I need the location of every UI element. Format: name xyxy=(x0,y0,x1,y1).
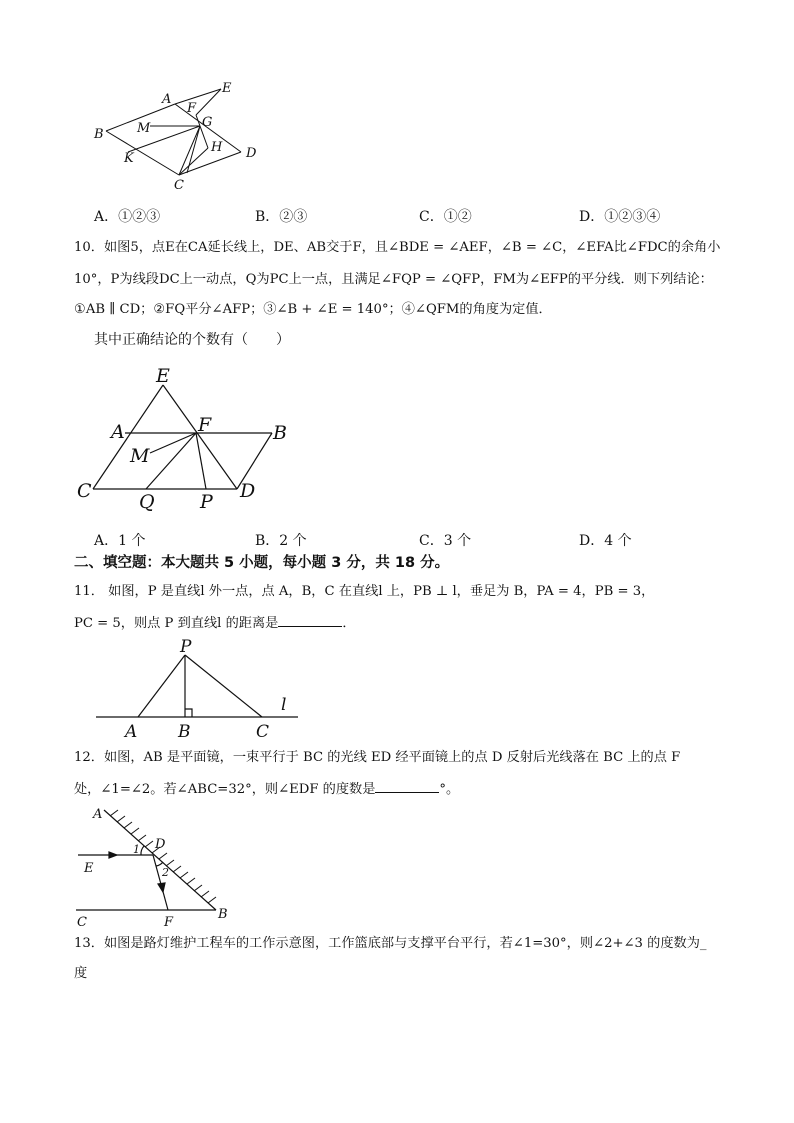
q10-option-d: D．4 个 xyxy=(579,533,632,549)
q12-label-C: C xyxy=(77,915,87,930)
q11-stem-line2-end: ． xyxy=(342,616,356,631)
q13-stem-line2: 度 xyxy=(74,966,88,981)
q11-label-l: l xyxy=(281,695,287,715)
q10-stem-line1: 10．如图5，点E在CA延长线上，DE、AB交于F，且∠BDE = ∠AEF，∠B = ∠C，∠EFA比∠FDC的余角小 xyxy=(74,240,721,255)
q10-option-b: B．2 个 xyxy=(255,533,307,549)
angle-1-arc xyxy=(141,846,144,855)
q9-label-G: G xyxy=(202,115,213,130)
ray-arrow-1 xyxy=(109,852,117,858)
q9-label-C: C xyxy=(174,178,184,193)
q10-label-P: P xyxy=(200,491,213,513)
q11-stem-line1: 11． 如图，P 是直线l 外一点，点 A，B，C 在直线l 上，PB ⊥ l，垂足为 B，PA = 4，PB = 3， xyxy=(74,584,655,599)
q9-option-b: B．②③ xyxy=(255,209,308,225)
q10-option-c: C．3 个 xyxy=(419,533,472,549)
q12-stem-line2-end: °。 xyxy=(439,782,460,797)
q12-label-A: A xyxy=(93,807,103,822)
q11-stem-line2-text: PC = 5，则点 P 到直线l 的距离是 xyxy=(74,616,279,631)
q9-option-a: A．①②③ xyxy=(94,209,161,225)
q10-stem-line4: 其中正确结论的个数有（ ） xyxy=(94,332,290,348)
q9-option-d: D．①②③④ xyxy=(579,209,661,225)
q12-stem-line2-text: 处，∠1=∠2。若∠ABC=32°，则∠EDF 的度数是 xyxy=(74,782,376,797)
q9-label-H: H xyxy=(211,140,223,155)
ray-arrow-2 xyxy=(158,883,165,892)
q9-label-M: M xyxy=(137,121,151,136)
q12-label-F: F xyxy=(164,915,174,930)
q9-label-F: F xyxy=(187,101,197,116)
q12-label-E: E xyxy=(84,861,94,876)
q11-label-C: C xyxy=(256,722,270,742)
q10-stem-line3: ①AB ∥ CD；②FQ平分∠AFP；③∠B + ∠E = 140°；④∠QFM的角度为定值． xyxy=(74,302,552,317)
ray-DF xyxy=(153,855,168,910)
q12-label-B: B xyxy=(218,907,228,922)
q10-label-M: M xyxy=(130,445,150,467)
q9-label-K: K xyxy=(124,151,134,166)
q10-option-a: A．1 个 xyxy=(94,533,146,549)
q11-label-A: A xyxy=(125,722,138,742)
q11-label-B: B xyxy=(178,722,191,742)
q9-label-E: E xyxy=(222,81,232,96)
q10-label-Q: Q xyxy=(139,491,155,513)
q10-label-B: B xyxy=(273,422,287,444)
q10-label-D: D xyxy=(240,480,256,502)
q12-stem-line1: 12．如图，AB 是平面镜，一束平行于 BC 的光线 ED 经平面镜上的点 D 反射后光线落在 BC 上的点 F xyxy=(74,750,681,765)
q9-label-B: B xyxy=(94,127,104,142)
q10-stem-line2: 10°，P为线段DC上一动点，Q为PC上一点，且满足∠FQP = ∠QFP，FM为∠EFP的平分线．则下列结论： xyxy=(74,272,713,287)
q12-label-1: 1 xyxy=(133,843,140,856)
q12-label-2: 2 xyxy=(162,866,169,879)
section-heading: 二、填空题：本大题共 5 小题，每小题 3 分，共 18 分。 xyxy=(74,555,450,571)
q9-option-c: C．①② xyxy=(419,209,472,225)
q11-label-P: P xyxy=(180,637,192,657)
q9-label-A: A xyxy=(162,92,172,107)
q13-stem-line1: 13．如图是路灯维护工程车的工作示意图，工作篮底部与支撑平台平行，若∠1=30°，则∠2+∠3 的度数为_ xyxy=(74,936,707,951)
q12-label-D: D xyxy=(155,837,166,852)
q10-label-A: A xyxy=(111,421,125,443)
q10-label-C: C xyxy=(77,480,92,502)
q9-label-D: D xyxy=(246,146,257,161)
q10-label-E: E xyxy=(156,365,170,387)
q10-label-F: F xyxy=(198,414,212,436)
mirror-AB xyxy=(104,810,216,910)
